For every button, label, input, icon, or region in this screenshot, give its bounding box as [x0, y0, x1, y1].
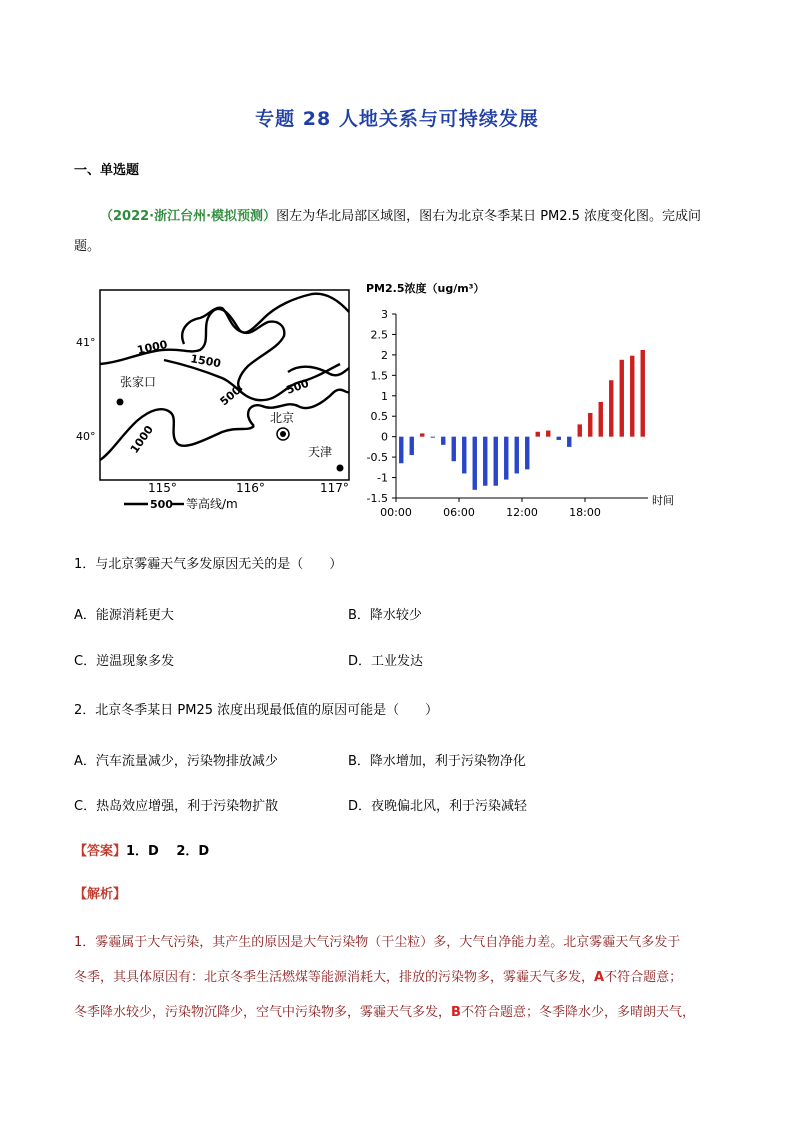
question-2-stem: 2．北京冬季某日 PM25 浓度出现最低值的原因可能是（ ） [74, 703, 439, 718]
y-tick-label: -1.5 [366, 492, 388, 505]
analysis-line-2: 冬季，其具体原因有：北京冬季生活燃煤等能源消耗大，排放的污染物多，雾霾天气多发，A不符合题意； [74, 970, 683, 985]
x-tick-label: 00:00 [380, 506, 412, 519]
question-intro [74, 202, 724, 262]
lon-label-116: 116° [236, 481, 265, 495]
lat-label-41: 41° [76, 336, 96, 349]
section-heading: 一、单选题 [74, 163, 140, 178]
y-tick-label: 3 [381, 308, 388, 321]
q1-option-a[interactable]: A．能源消耗更大 [74, 608, 174, 623]
q2-option-d[interactable]: D．夜晚偏北风，利于污染减轻 [348, 799, 528, 814]
y-tick-label: -0.5 [366, 451, 388, 465]
bar-hour-1 [410, 437, 414, 455]
bar-hour-21 [620, 360, 624, 437]
analysis-text [74, 925, 724, 1030]
bar-hour-15 [557, 437, 561, 440]
analysis-option-a: A [594, 970, 605, 985]
contour-label-1000b: 1000 [127, 423, 157, 456]
q1-option-b[interactable]: B．降水较少 [348, 608, 422, 623]
intro-text-2: 题。 [74, 239, 101, 254]
bar-hour-8 [483, 437, 487, 486]
q2-option-c[interactable]: C．热岛效应增强，利于污染物扩散 [74, 799, 279, 814]
y-tick-label: 0 [381, 430, 388, 444]
chart-xlabel: 时间 [652, 494, 674, 507]
bar-hour-22 [630, 356, 634, 437]
bar-hour-13 [536, 432, 540, 437]
y-tick-label: -1 [377, 471, 388, 485]
contour-label-500a: 500 [217, 383, 244, 409]
bar-hour-9 [494, 437, 498, 486]
lon-label-117: 117° [320, 481, 349, 495]
x-tick-label: 06:00 [443, 506, 475, 519]
q1-option-c[interactable]: C．逆温现象多发 [74, 654, 175, 669]
answer-text: 1．D 2．D [126, 844, 210, 859]
bar-hour-19 [599, 402, 603, 437]
question-1-stem: 1．与北京雾霾天气多发原因无关的是（ ） [74, 557, 343, 572]
lat-label-40: 40° [76, 430, 96, 443]
bar-hour-16 [567, 437, 571, 447]
bar-hour-3 [431, 437, 435, 438]
bar-hour-0 [399, 437, 403, 464]
analysis-option-b: B [451, 1005, 461, 1020]
y-tick-label: 1 [381, 389, 388, 403]
bar-hour-7 [473, 437, 477, 490]
answer-label: 【答案】 [74, 844, 127, 859]
city-label-beijing: 北京 [270, 411, 295, 425]
y-tick-label: 0.5 [370, 410, 388, 424]
bar-hour-4 [441, 437, 445, 445]
y-tick-label: 2.5 [370, 328, 388, 342]
legend-value: 500 [150, 498, 173, 511]
answer-line [74, 840, 209, 859]
bar-hour-5 [452, 437, 456, 462]
bar-hour-2 [420, 433, 424, 436]
analysis-label: 【解析】 [74, 887, 127, 902]
x-tick-label: 12:00 [506, 506, 538, 519]
contour-label-1500: 1500 [189, 352, 222, 371]
intro-text-1: 图左为华北局部区域图，图右为北京冬季某日 PM2.5 浓度变化图。完成问 [276, 209, 702, 224]
bar-hour-17 [578, 424, 582, 436]
y-tick-label: 2 [381, 348, 388, 362]
analysis-line-3: 冬季降水较少，污染物沉降少，空气中污染物多，雾霾天气多发，B不符合题意；冬季降水少，多晴朗天气， [74, 1005, 695, 1020]
bar-hour-18 [588, 413, 592, 437]
x-tick-label: 18:00 [569, 506, 601, 519]
chart-ylabel: PM2.5浓度（ug/m³） [366, 282, 485, 295]
lon-label-115: 115° [148, 481, 177, 495]
city-dot-zhangjiakou [117, 399, 124, 406]
pm25-chart [352, 276, 692, 520]
q2-option-b[interactable]: B．降水增加，利于污染物净化 [348, 754, 526, 769]
legend-text: 等高线/m [186, 497, 238, 511]
contour-label-500b: 500 [284, 376, 311, 397]
q2-option-a[interactable]: A．汽车流量减少，污染物排放减少 [74, 754, 278, 769]
city-label-tianjin: 天津 [308, 445, 333, 459]
bar-hour-10 [504, 437, 508, 480]
bar-hour-11 [515, 437, 519, 474]
bar-hour-20 [609, 380, 613, 436]
city-dot-tianjin [337, 465, 344, 472]
contour-label-1000a: 1000 [135, 337, 169, 357]
q1-option-d[interactable]: D．工业发达 [348, 654, 424, 669]
y-tick-label: 1.5 [370, 369, 388, 383]
bar-hour-6 [462, 437, 466, 474]
bar-hour-14 [546, 431, 550, 437]
region-map [72, 282, 362, 514]
city-label-zhangjiakou: 张家口 [120, 375, 157, 389]
bar-hour-12 [525, 437, 529, 470]
page-title: 专题 28 人地关系与可持续发展 [255, 108, 539, 130]
source-tag: （2022·浙江台州·模拟预测） [100, 209, 277, 224]
bar-hour-23 [641, 350, 645, 437]
analysis-line-1: 1．雾霾属于大气污染，其产生的原因是大气污染物（干尘粒）多，大气自净能力差。北京雾霾天气多发于 [74, 935, 681, 950]
